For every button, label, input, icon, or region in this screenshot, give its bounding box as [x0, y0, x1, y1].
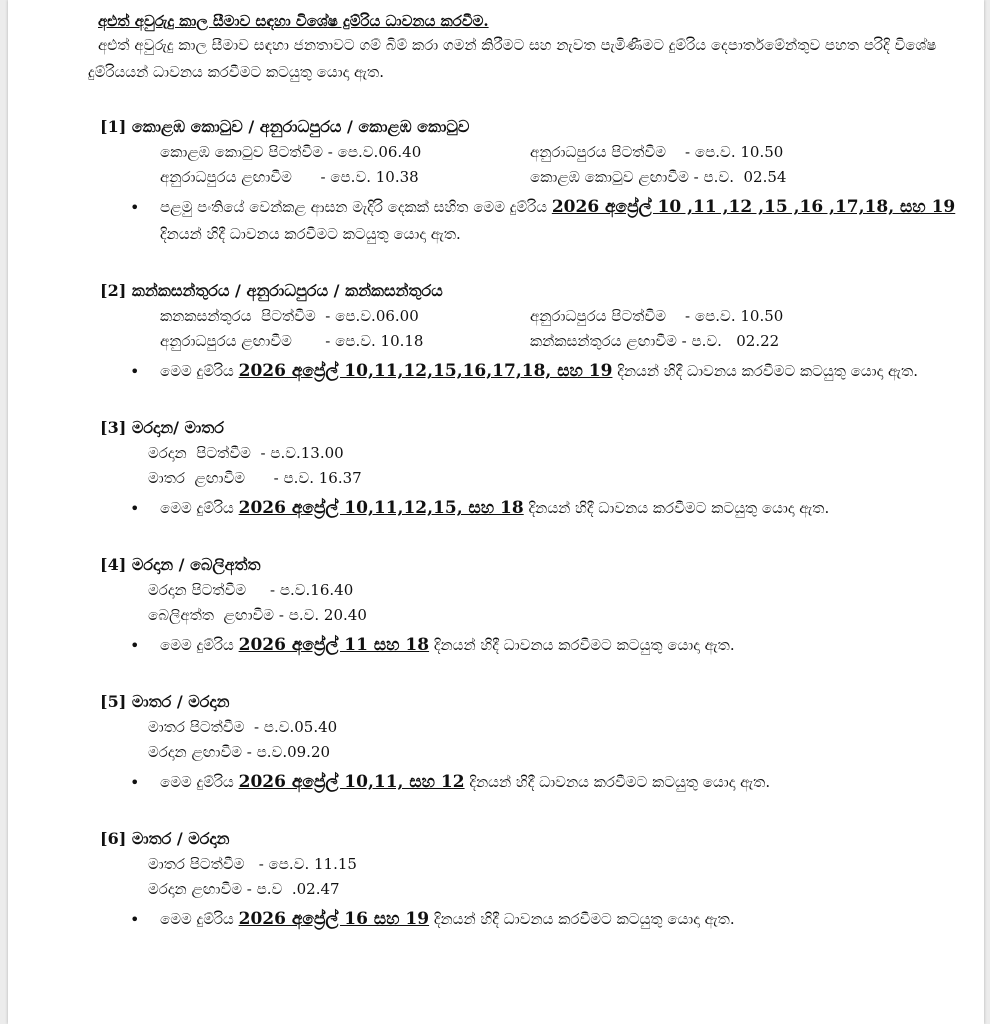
note-dates: 2026 අප්‍රේල් 10,11, සහ 12 — [238, 772, 465, 792]
schedule-row — [148, 441, 978, 466]
note-text-end: දිනයන් හිදී ධාවනය කරවීමට කටයුතු යොදා ඇත. — [429, 636, 735, 654]
schedule-times — [160, 304, 978, 354]
departure-arrival-left: බෙලිඅත්ත ළඟාවීම - ප.ව. 20.40 — [148, 606, 367, 624]
note-text: මෙම දුම්රිය — [160, 362, 239, 380]
departure-arrival-right: අනුරාධපුරය පිටත්වීම - පෙ.ව. 10.50 — [530, 143, 784, 161]
intro-paragraph: අළුත් අවුරුදු කාල සීමාව සඳහා ජනතාවට ගම් බිම් කරා ගමන් කිරීමට සහ නැවත පැමිණීමට දුම්රිය දෙපාර්තමේන්තුව පහත පරිදි විශේෂ දුම්රියයන් ධාවනය කරවීමට කටයුතු යොදා ඇත. — [88, 36, 937, 81]
note-dates: 2026 අප්‍රේල් 11 සහ 18 — [238, 635, 430, 655]
schedule-times — [148, 852, 978, 902]
train-section-6 — [88, 826, 978, 933]
bullet-icon: • — [130, 362, 140, 381]
schedule-row — [148, 740, 978, 765]
train-section-5 — [88, 689, 978, 796]
bullet-icon: • — [130, 198, 140, 217]
service-note — [130, 632, 980, 659]
schedule-row — [160, 329, 978, 354]
schedule-row — [148, 578, 978, 603]
note-dates: 2026 අප්‍රේල් 10,11,12,15, සහ 18 — [238, 498, 524, 518]
departure-arrival-left: මරදාන ළඟාවීම - ප.ව.09.20 — [148, 743, 331, 761]
note-dates: 2026 අප්‍රේල් 10 ,11 ,12 ,15 ,16 ,17,18, සහ 19 — [551, 197, 956, 217]
schedule-row — [148, 603, 978, 628]
schedule-times — [148, 715, 978, 765]
departure-arrival-right: අනුරාධපුරය පිටත්වීම - පෙ.ව. 10.50 — [530, 307, 784, 325]
document-content — [88, 10, 978, 933]
bullet-icon: • — [130, 910, 140, 929]
departure-arrival-left: මාතර පිටත්වීම - පෙ.ව. 11.15 — [148, 855, 357, 873]
schedule-row — [160, 304, 978, 329]
service-note — [130, 769, 980, 796]
train-section-2 — [88, 278, 978, 385]
departure-arrival-left: මරදාන ළඟාවීම - ප.ව .02.47 — [148, 880, 340, 898]
note-text: මෙම දුම්රිය — [160, 773, 239, 791]
bullet-icon: • — [130, 773, 140, 792]
train-section-1 — [88, 114, 978, 248]
departure-arrival-left: මරදාන පිටත්වීම - ප.ව.16.40 — [148, 581, 354, 599]
section-heading: [5] මාතර / මරදාන — [100, 692, 230, 711]
service-note — [130, 358, 980, 385]
section-heading: [1] කොළඹ කොටුව / අනුරාධපුරය / කොළඹ කොටුව — [100, 117, 470, 136]
section-heading: [3] මරදාන/ මාතර — [100, 418, 224, 437]
note-text-end: දිනයන් හිදී ධාවනය කරවීමට කටයුතු යොදා ඇත. — [523, 499, 830, 517]
departure-arrival-left: අනුරාධපුරය ළඟාවීම - පෙ.ව. 10.18 — [160, 332, 424, 350]
note-text: මෙම දුම්රිය — [160, 910, 239, 928]
departure-arrival-right: කොළඹ කොටුව ළඟාවීම - ප.ව. 02.54 — [530, 168, 787, 186]
schedule-row — [160, 165, 978, 190]
section-heading: [2] කන්කසන්තුරය / අනුරාධපුරය / කන්කසන්තුරය — [100, 281, 443, 300]
schedule-times — [148, 441, 978, 491]
schedule-times — [160, 140, 978, 190]
departure-arrival-left: මාතර පිටත්වීම - ප.ව.05.40 — [148, 718, 338, 736]
service-note — [130, 495, 980, 522]
schedule-row — [148, 466, 978, 491]
section-heading: [6] මාතර / මරදාන — [100, 829, 230, 848]
note-text: පළමු පංතියේ වෙන්කළ ආසන මැදිරි දෙකක් සහිත මෙම දුම්රිය — [160, 198, 552, 216]
note-text-end: දිනයන් හිදී ධාවනය කරවීමට කටයුතු යොදා ඇත. — [160, 225, 461, 243]
departure-arrival-right: කන්කසන්තුරය ළඟාවීම - ප.ව. 02.22 — [530, 332, 780, 350]
schedule-row — [160, 140, 978, 165]
departure-arrival-left: අනුරාධපුරය ළඟාවීම - පෙ.ව. 10.38 — [160, 168, 419, 186]
note-text-end: දිනයන් හිදී ධාවනය කරවීමට කටයුතු යොදා ඇත. — [612, 362, 918, 380]
departure-arrival-left: කනකසන්තුරය පිටත්වීම - පෙ.ව.06.00 — [160, 307, 419, 325]
bullet-icon: • — [130, 499, 140, 518]
note-text-end: දිනයන් හිදී ධාවනය කරවීමට කටයුතු යොදා ඇත. — [464, 773, 771, 791]
page-title: අළුත් අවුරුදු කාල සීමාව සඳහා විශේෂ දුම්රිය ධාවනය කරවීම. — [98, 12, 489, 30]
note-text: මෙම දුම්රිය — [160, 636, 239, 654]
section-heading: [4] මරදාන / බෙලිඅත්ත — [100, 555, 261, 574]
service-note — [130, 906, 980, 933]
departure-arrival-left: මාතර ළඟාවීම - ප.ව. 16.37 — [148, 469, 362, 487]
schedule-times — [148, 578, 978, 628]
train-section-4 — [88, 552, 978, 659]
note-dates: 2026 අප්‍රේල් 10,11,12,15,16,17,18, සහ 19 — [238, 361, 613, 381]
schedule-row — [148, 852, 978, 877]
schedule-sections — [88, 114, 978, 933]
schedule-row — [148, 877, 978, 902]
bullet-icon: • — [130, 636, 140, 655]
train-section-3 — [88, 415, 978, 522]
note-text-end: දිනයන් හිදී ධාවනය කරවීමට කටයුතු යොදා ඇත. — [429, 910, 735, 928]
note-dates: 2026 අප්‍රේල් 16 සහ 19 — [238, 909, 430, 929]
document-page — [8, 0, 984, 1024]
note-text: මෙම දුම්රිය — [160, 499, 239, 517]
departure-arrival-left: මරදාන පිටත්වීම - ප.ව.13.00 — [148, 444, 344, 462]
service-note — [130, 194, 980, 248]
schedule-row — [148, 715, 978, 740]
departure-arrival-left: කොළඹ කොටුව පිටත්වීම - පෙ.ව.06.40 — [160, 143, 422, 161]
